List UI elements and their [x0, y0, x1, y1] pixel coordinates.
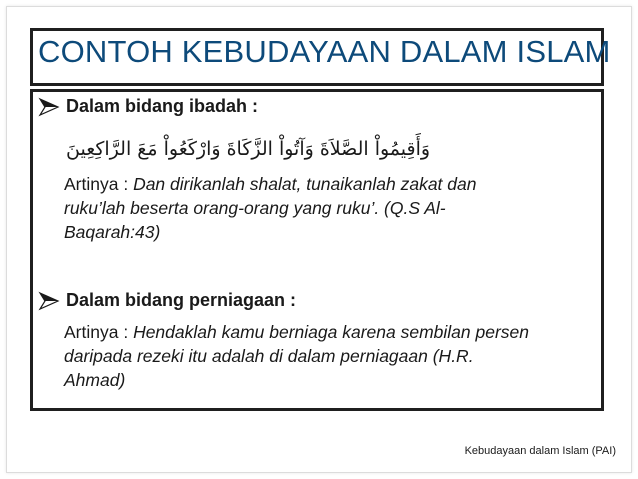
meaning-prefix: Artinya :	[64, 322, 134, 342]
meaning-text: Dan dirikanlah shalat, tunaikanlah zakat dan	[133, 174, 477, 194]
arrow-bullet-icon	[38, 291, 60, 311]
section-heading: Dalam bidang ibadah :	[66, 96, 259, 116]
meaning-line: daripada rezeki itu adalah di dalam perniagaan (H.R.	[64, 346, 474, 366]
meaning-line: Ahmad)	[64, 370, 126, 390]
meaning-ibadah	[64, 172, 604, 244]
bullet-ibadah	[38, 96, 258, 117]
arrow-bullet-icon	[38, 97, 60, 117]
meaning-line: Baqarah:43)	[64, 222, 161, 242]
bullet-perniagaan	[38, 290, 296, 311]
meaning-prefix: Artinya :	[64, 174, 134, 194]
slide-footer: Kebudayaan dalam Islam (PAI)	[464, 445, 616, 457]
arabic-verse: وَأَقِيمُواْ الصَّلاَةَ وَآتُواْ الزَّكَاةَ وَارْكَعُواْ مَعَ الرَّاكِعِينَ	[66, 138, 431, 160]
meaning-line	[64, 320, 604, 344]
meaning-perniagaan	[64, 320, 604, 392]
meaning-text: Hendaklah kamu berniaga karena sembilan persen	[133, 322, 529, 342]
meaning-line	[64, 172, 604, 196]
slide-title: CONTOH KEBUDAYAAN DALAM ISLAM	[38, 34, 611, 69]
meaning-line: ruku’lah beserta orang-orang yang ruku’. (Q.S Al-	[64, 198, 446, 218]
section-heading: Dalam bidang perniagaan :	[66, 290, 297, 310]
